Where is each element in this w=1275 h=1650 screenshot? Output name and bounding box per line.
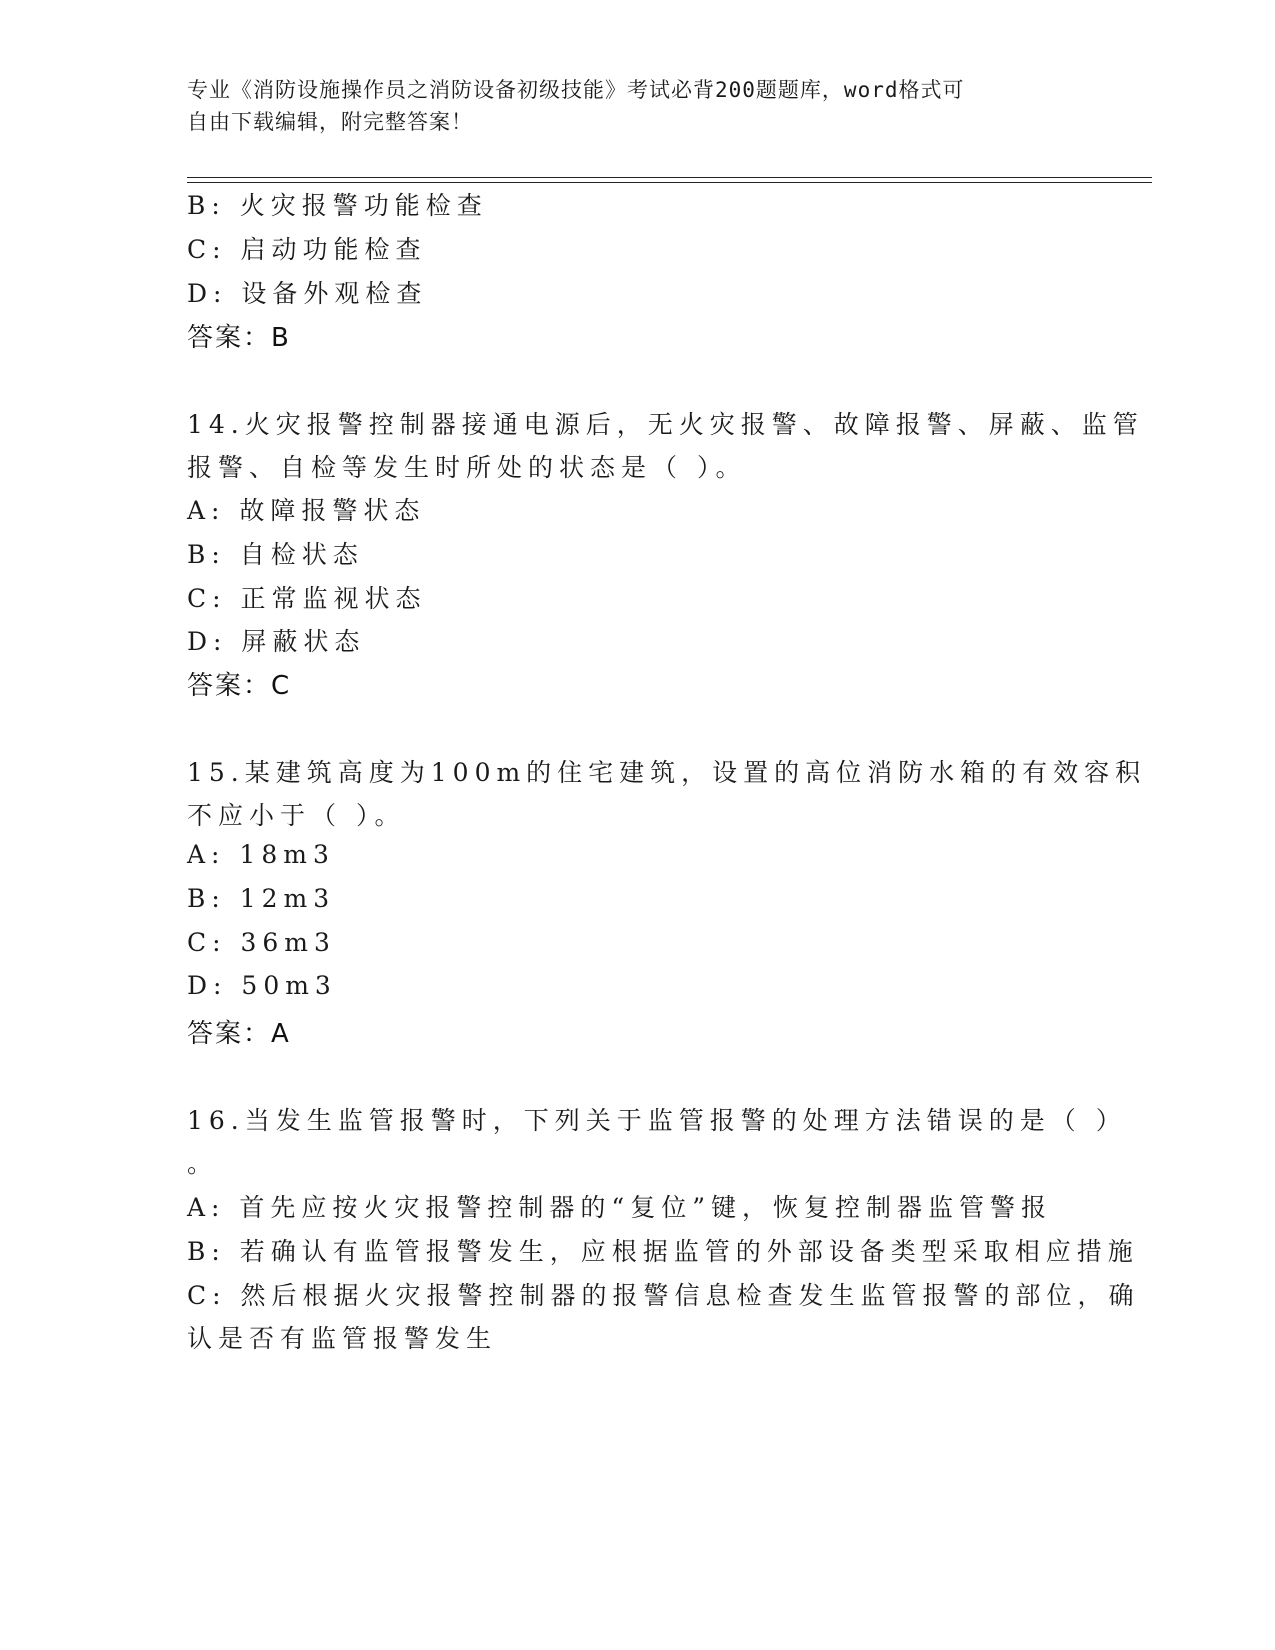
- header-divider-bottom: [187, 182, 1152, 183]
- q15-stem-line-1: 15.某建筑高度为100m的住宅建筑，设置的高位消防水箱的有效容积: [187, 758, 1147, 787]
- q14-answer: 答案：C: [187, 671, 292, 701]
- q13-answer: 答案：B: [187, 323, 291, 353]
- q16-option-c-line-2: 认是否有监管报警发生: [187, 1324, 498, 1353]
- document-header: [187, 74, 1067, 138]
- q16-stem-line-1: 16.当发生监管报警时，下列关于监管报警的处理方法错误的是（ ）: [187, 1106, 1127, 1135]
- q16-option-c-line-1: C: 然后根据火灾报警控制器的报警信息检查发生监管报警的部位，确: [187, 1281, 1140, 1310]
- q14-option-a: A: 故障报警状态: [187, 496, 426, 525]
- q15-option-c: C: 36m3: [187, 928, 336, 957]
- q16-option-a: A: 首先应按火灾报警控制器的“复位”键，恢复控制器监管警报: [187, 1193, 1052, 1222]
- q14-stem-line-2: 报警、自检等发生时所处的状态是（ ）。: [187, 453, 747, 482]
- q16-option-b: B: 若确认有监管报警发生，应根据监管的外部设备类型采取相应措施: [187, 1237, 1139, 1266]
- q14-option-b: B: 自检状态: [187, 540, 364, 569]
- q13-option-c: C: 启动功能检查: [187, 235, 427, 264]
- header-line-1: 专业《消防设施操作员之消防设备初级技能》考试必背200题题库，word格式可: [187, 78, 965, 102]
- q15-option-a: A: 18m3: [187, 840, 335, 869]
- q15-stem-line-2: 不应小于（ ）。: [187, 801, 406, 830]
- q14-stem-line-1: 14.火灾报警控制器接通电源后，无火灾报警、故障报警、屏蔽、监管: [187, 410, 1144, 439]
- q15-answer: 答案：A: [187, 1019, 291, 1049]
- q14-option-c: C: 正常监视状态: [187, 584, 427, 613]
- q13-option-d: D: 设备外观检查: [187, 279, 428, 308]
- header-divider-top: [187, 177, 1152, 178]
- q15-option-b: B: 12m3: [187, 884, 336, 913]
- q15-option-d: D: 50m3: [187, 971, 337, 1000]
- q16-stem-line-2: 。: [187, 1149, 219, 1178]
- header-line-2: 自由下载编辑，附完整答案！: [187, 110, 473, 134]
- q14-option-d: D: 屏蔽状态: [187, 627, 366, 656]
- q13-option-b: B: 火灾报警功能检查: [187, 191, 488, 220]
